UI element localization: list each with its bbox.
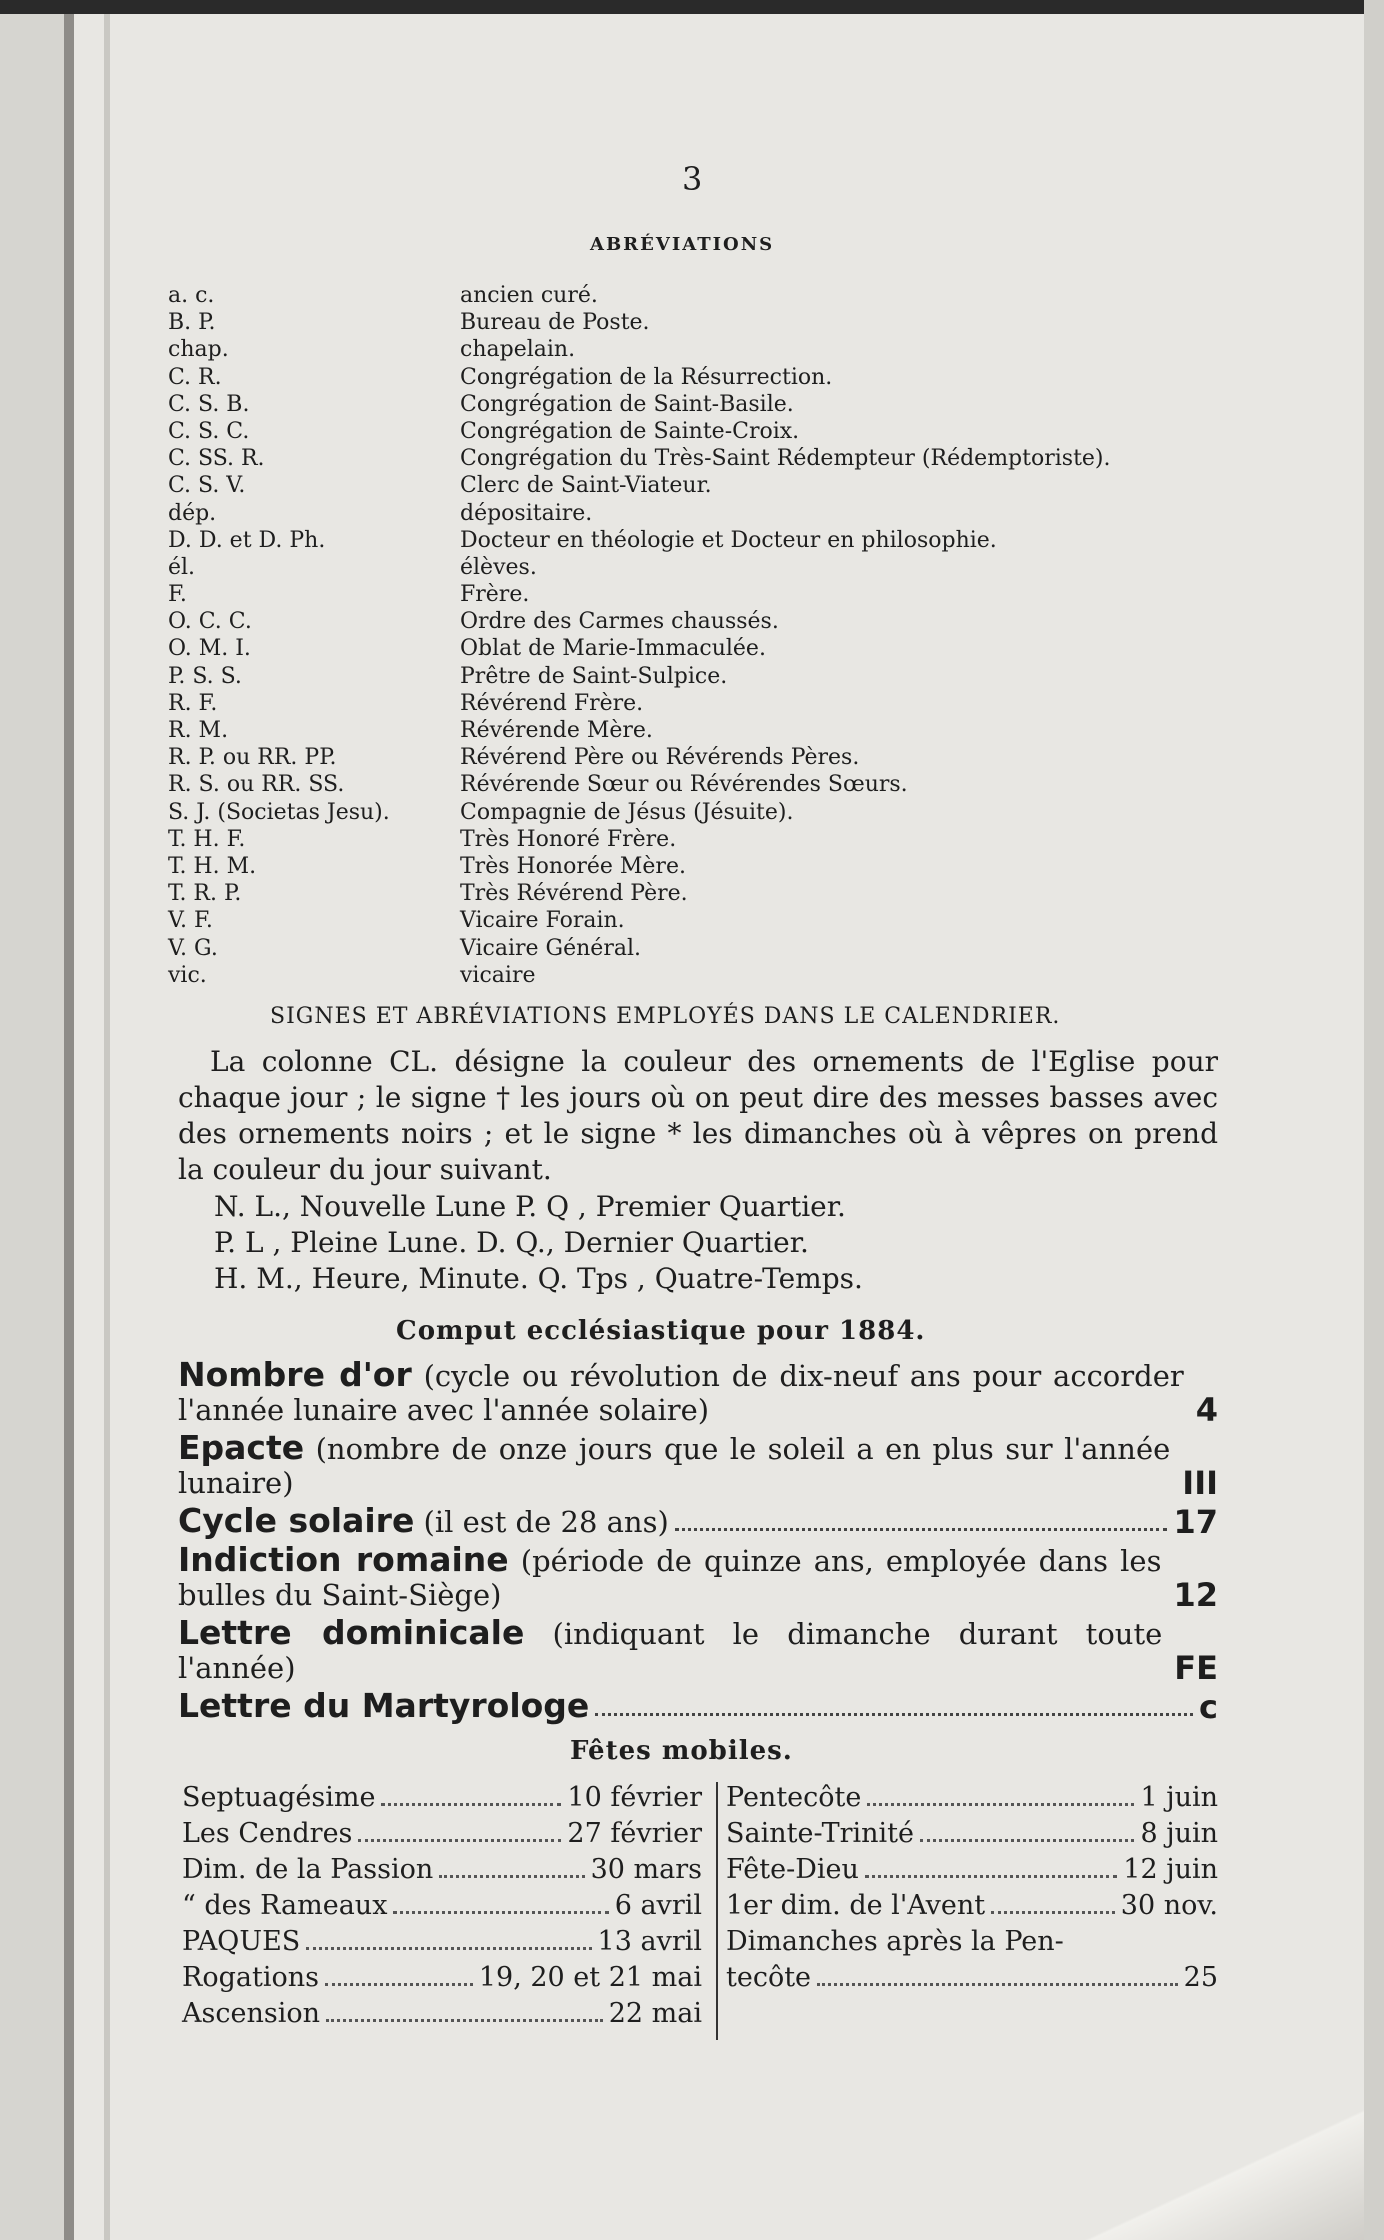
abbreviation-key: P. S. S. [168,663,242,689]
comput-name: Lettre du Martyrologe [178,1686,590,1725]
comput-name: Epacte [178,1428,305,1467]
fete-name: Dimanches après la Pen- [726,1926,1064,1957]
abbreviation-key: V. F. [168,908,213,934]
abbreviation-meaning: Révérende Sœur ou Révérendes Sœurs. [460,772,908,798]
abbreviation-row [168,826,1238,853]
fete-date: 19, 20 et 21 mai [478,1962,702,1993]
abbreviation-row [168,962,1238,989]
fete-date: 27 février [567,1818,702,1849]
fete-row [726,1960,1218,1996]
fete-row [182,1960,702,1996]
page-right-edge [1364,0,1384,2240]
abbreviation-key: R. S. ou RR. SS. [168,772,345,798]
fetes-title: Fêtes mobiles. [570,1736,793,1766]
abbreviation-meaning: Très Honorée Mère. [460,853,686,879]
abbreviation-meaning: Très Honoré Frère. [460,826,677,852]
fete-row [182,1888,702,1924]
abbreviation-meaning: Ordre des Carmes chaussés. [460,609,779,635]
abbreviation-row [168,391,1238,418]
abbreviation-meaning: Révérend Père ou Révérends Pères. [460,745,860,771]
comput-title: Comput ecclésiastique pour 1884. [396,1316,926,1346]
abbreviation-key: S. J. (Societas Jesu). [168,799,390,825]
abbreviation-row [168,581,1238,608]
abbreviation-key: él. [168,554,196,580]
book-spine [64,14,74,2240]
fete-date: 12 juin [1123,1854,1218,1885]
abbreviation-meaning: élèves. [460,554,537,580]
abbreviation-meaning: Révérend Frère. [460,690,644,716]
abbreviation-meaning: dépositaire. [460,500,593,526]
fete-name: Septuagésime [182,1782,376,1813]
abbreviation-meaning: Compagnie de Jésus (Jésuite). [460,799,794,825]
abbreviation-meaning: Clerc de Saint-Viateur. [460,473,712,499]
comput-value: 12 [1173,1576,1218,1614]
comput-name: Indiction romaine [178,1540,509,1579]
abbreviation-key: R. F. [168,690,218,716]
fete-date: 30 mars [590,1854,702,1885]
moon-phase-line: N. L., Nouvelle Lune P. Q , Premier Quartier. [214,1190,846,1223]
abbreviation-key: D. D. et D. Ph. [168,527,326,553]
abbreviations-list [168,282,1238,989]
fete-name: PAQUES [182,1926,301,1957]
leader-dots [325,1983,473,1986]
abbreviation-meaning: Prêtre de Saint-Sulpice. [460,663,728,689]
fete-name: Sainte-Trinité [726,1818,915,1849]
comput-description: (nombre de onze jours que le soleil a en plus sur l'année lunaire) [178,1432,1171,1500]
folded-corner [1064,2090,1364,2240]
abbreviation-row [168,907,1238,934]
abbreviation-key: C. SS. R. [168,446,265,472]
abbreviation-meaning: Bureau de Poste. [460,310,650,336]
leader-dots [381,1803,561,1806]
fete-name: tecôte [726,1962,812,1993]
abbreviation-row [168,472,1238,499]
comput-value: III [1182,1464,1218,1502]
fete-date: 8 juin [1140,1818,1218,1849]
gutter-line [104,14,110,2240]
abbreviation-meaning: chapelain. [460,337,576,363]
comput-value: 4 [1195,1391,1218,1429]
fete-row [182,1780,702,1816]
comput-description: (cycle ou révolution de dix-neuf ans pour accorder l'année lunaire avec l'année solaire) [178,1359,1184,1427]
abbreviation-meaning: Vicaire Forain. [460,908,625,934]
leader-dots [306,1947,591,1950]
abbreviation-meaning: Oblat de Marie-Immaculée. [460,636,766,662]
fete-name: “ des Rameaux [182,1890,388,1921]
signs-paragraph: La colonne CL. désigne la couleur des ornements de l'Eglise pour chaque jour ; le signe † les jours où on peut dire des messes basses avec des ornements noirs ; et le signe * les dimanches où à vêpres on prend la couleur du jour suivant. [178,1045,1218,1186]
abbreviation-row [168,282,1238,309]
abbreviation-row [168,500,1238,527]
abbreviation-row [168,336,1238,363]
abbreviations-title: ABRÉVIATIONS [590,234,775,255]
fete-name: Ascension [182,1998,320,2029]
fete-name: Les Cendres [182,1818,353,1849]
leader-dots [595,1713,1193,1716]
fete-date: 10 février [567,1782,702,1813]
abbreviation-key: O. M. I. [168,636,251,662]
leader-dots [867,1803,1134,1806]
fete-date: 6 avril [614,1890,702,1921]
abbreviation-meaning: Docteur en théologie et Docteur en philosophie. [460,527,997,553]
abbreviation-row [168,880,1238,907]
comput-entry [178,1686,1218,1726]
abbreviation-meaning: Congrégation de la Résurrection. [460,364,833,390]
comput-list [178,1355,1218,1728]
abbreviation-key: C. R. [168,364,222,390]
abbreviation-key: V. G. [168,935,218,961]
abbreviation-meaning: Congrégation de Saint-Basile. [460,391,794,417]
comput-entry [178,1501,1218,1541]
fete-name: 1er dim. de l'Avent [726,1890,986,1921]
signs-title: SIGNES ET ABRÉVIATIONS EMPLOYÉS DANS LE CALENDRIER. [270,1004,1061,1029]
comput-description: (période de quinze ans, employée dans les bulles du Saint-Siège) [178,1544,1162,1612]
abbreviation-row [168,690,1238,717]
comput-value: FE [1174,1649,1218,1687]
leader-dots [393,1911,608,1914]
fete-row [726,1852,1218,1888]
leader-dots [991,1911,1115,1914]
abbreviation-row [168,364,1238,391]
abbreviation-key: R. P. ou RR. PP. [168,745,337,771]
abbreviation-row [168,853,1238,880]
moon-phase-line: H. M., Heure, Minute. Q. Tps , Quatre-Temps. [214,1262,863,1295]
abbreviation-row [168,635,1238,662]
abbreviation-meaning: Congrégation de Sainte-Croix. [460,418,800,444]
abbreviation-key: B. P. [168,310,216,336]
comput-entry [178,1428,1218,1502]
abbreviation-row [168,717,1238,744]
comput-value: 17 [1173,1503,1218,1541]
fete-name: Pentecôte [726,1782,862,1813]
abbreviation-key: C. S. B. [168,391,250,417]
comput-description: (il est de 28 ans) [414,1505,669,1539]
abbreviation-key: O. C. C. [168,609,252,635]
abbreviation-key: dép. [168,500,217,526]
fete-row [182,1852,702,1888]
abbreviation-row [168,418,1238,445]
leader-dots [326,2019,603,2022]
fete-date: 30 nov. [1120,1890,1218,1921]
fete-row [726,1816,1218,1852]
abbreviation-key: F. [168,582,187,608]
comput-entry [178,1355,1218,1429]
abbreviation-key: T. H. M. [168,853,257,879]
abbreviation-key: chap. [168,337,229,363]
abbreviation-row [168,935,1238,962]
comput-name: Nombre d'or [178,1355,412,1394]
abbreviation-meaning: Congrégation du Très-Saint Rédempteur (Rédemptoriste). [460,446,1111,472]
leader-dots [920,1839,1134,1842]
comput-name: Lettre dominicale [178,1613,525,1652]
leader-dots [358,1839,561,1842]
leader-dots [865,1875,1117,1878]
column-divider [716,1782,718,2040]
abbreviation-meaning: Frère. [460,582,530,608]
fetes-left-column [182,1780,702,2032]
leader-dots [439,1875,584,1878]
comput-entry [178,1613,1218,1687]
abbreviation-meaning: ancien curé. [460,283,598,308]
leader-dots [675,1528,1168,1531]
fete-row [726,1888,1218,1924]
comput-name: Cycle solaire [178,1501,415,1540]
abbreviation-meaning: Révérende Mère. [460,718,653,743]
abbreviation-key: T. H. F. [168,826,246,852]
abbreviation-row [168,554,1238,581]
page-top-edge [0,0,1384,14]
fete-row [726,1780,1218,1816]
abbreviation-row [168,799,1238,826]
facing-page-margin [0,14,70,2240]
fete-row [182,1996,702,2032]
fete-date: 1 juin [1140,1782,1218,1813]
abbreviation-key: a. c. [168,283,215,308]
page-number: 3 [682,160,703,198]
fete-row [182,1924,702,1960]
fetes-right-column [726,1780,1218,1996]
comput-description: (indiquant le dimanche durant toute l'année) [178,1617,1163,1685]
abbreviation-row [168,309,1238,336]
abbreviation-row [168,608,1238,635]
abbreviation-key: C. S. V. [168,473,246,499]
fete-row [726,1924,1218,1960]
abbreviation-row [168,771,1238,798]
abbreviation-meaning: Très Révérend Père. [460,881,688,907]
fete-name: Dim. de la Passion [182,1854,434,1885]
fete-row [182,1816,702,1852]
fete-date: 22 mai [608,1998,702,2029]
fete-name: Fête-Dieu [726,1854,859,1885]
fete-date: 13 avril [597,1926,702,1957]
abbreviation-row [168,445,1238,472]
abbreviation-row [168,744,1238,771]
abbreviation-meaning: Vicaire Général. [460,935,641,961]
abbreviation-key: R. M. [168,718,229,743]
leader-dots [817,1983,1178,1986]
abbreviation-key: C. S. C. [168,418,250,444]
comput-entry [178,1540,1218,1614]
fete-date: 25 [1183,1962,1218,1993]
fete-name: Rogations [182,1962,319,1993]
comput-value: c [1199,1688,1218,1726]
abbreviation-meaning: vicaire [460,962,536,988]
moon-phase-line: P. L , Pleine Lune. D. Q., Dernier Quartier. [214,1226,809,1259]
abbreviation-row [168,663,1238,690]
abbreviation-key: T. R. P. [168,881,242,907]
abbreviation-row [168,527,1238,554]
abbreviation-key: vic. [168,962,207,988]
